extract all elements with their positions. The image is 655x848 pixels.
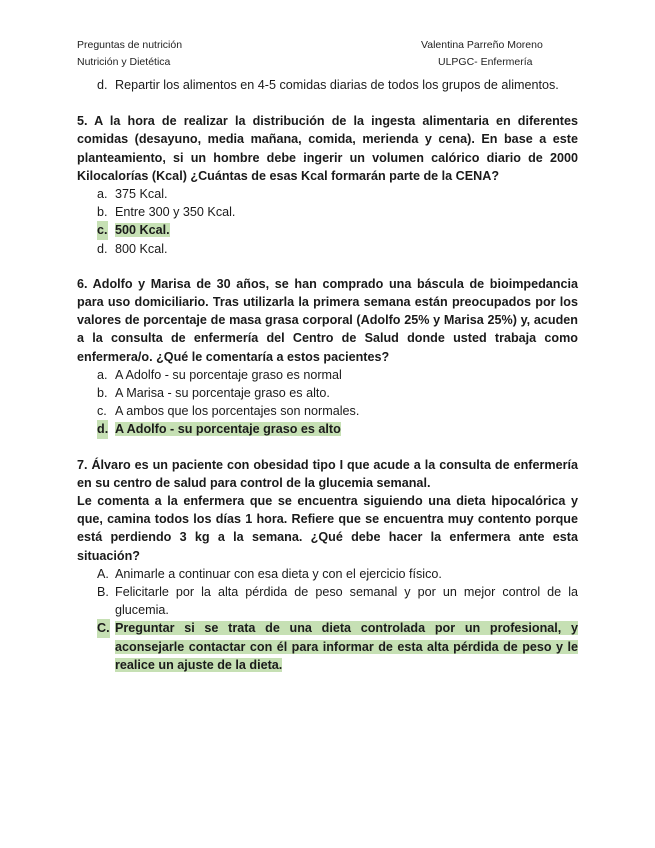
question-6: 6. Adolfo y Marisa de 30 años, se han comprado una báscula de bioimpedancia para uso domiciliario. Tras utilizarla la primera semana están preocupados por los valores de porcentaje de masa grasa corporal (Adolfo 25% y Marisa 25%) y, acuden a la consulta de enfermería del Centro de Salud donde usted trabaja como enfermera/o. ¿Qué le comentaría a estos pacientes? [77, 276, 578, 364]
option-letter: a. [97, 367, 108, 382]
option-text: 375 Kcal. [115, 187, 168, 202]
q6-option-b [77, 384, 578, 402]
header-left [77, 37, 182, 71]
option-text: 800 Kcal. [115, 241, 168, 256]
header-author: Valentina Parreño Moreno [421, 39, 543, 51]
question-7-body: Le comenta a la enfermera que se encuentra siguiendo una dieta hipocalórica y que, camina todos los días 1 hora. Refiere que se encuentra muy contento porque está perdiendo 3 kg a la semana. ¿Qué debe hacer la enfermera ante esta situación? [77, 494, 578, 563]
option-text: Preguntar si se trata de una dieta controlada por un profesional, y aconsejarle contactar con él para informar de esta alta pérdida de peso y le realice un ajuste de la dieta. [115, 621, 578, 672]
q5-option-a [77, 185, 578, 203]
q5-option-c-correct [77, 221, 578, 239]
document-body [77, 76, 578, 674]
question-5: 5. A la hora de realizar la distribución de la ingesta alimentaria en diferentes comidas (desayuno, media mañana, comida, merienda y cena). En base a este planteamiento, si un hombre debe ingerir un volumen calórico diario de 2000 Kilocalorías (Kcal) ¿Cuántas de esas Kcal formarán parte de la CENA? [77, 114, 578, 183]
option-letter: c. [97, 221, 108, 239]
option-text: A Marisa - su porcentaje graso es alto. [115, 386, 330, 401]
option-letter: b. [97, 205, 108, 220]
option-text: Entre 300 y 350 Kcal. [115, 205, 236, 220]
option-letter: c. [97, 404, 107, 419]
q6-option-c [77, 402, 578, 420]
option-letter: C. [97, 619, 110, 637]
q6-option-a [77, 366, 578, 384]
option-text: A Adolfo - su porcentaje graso es alto [115, 422, 341, 437]
option-text: Repartir los alimentos en 4-5 comidas diarias de todos los grupos de alimentos. [115, 78, 559, 92]
q7-option-c-correct [77, 619, 578, 674]
option-letter: B. [97, 585, 109, 600]
header-institution: ULPGC- Enfermería [438, 56, 533, 68]
option-text: 500 Kcal. [115, 223, 170, 238]
option-letter: a. [97, 187, 108, 202]
q6-option-d-correct [77, 420, 578, 438]
option-text: Animarle a continuar con esa dieta y con el ejercicio físico. [115, 566, 442, 581]
q4-option-d [77, 76, 578, 94]
option-letter: d. [97, 420, 108, 438]
option-letter: d. [97, 241, 108, 256]
option-text: A ambos que los porcentajes son normales. [115, 404, 360, 419]
option-letter: d. [97, 78, 108, 92]
option-text: Felicitarle por la alta pérdida de peso semanal y por un mejor control de la glucemia. [115, 585, 578, 618]
header-subject: Nutrición y Dietética [77, 56, 171, 68]
header-doc-title: Preguntas de nutrición [77, 39, 183, 51]
q5-option-b [77, 203, 578, 221]
question-7-intro: 7. Álvaro es un paciente con obesidad tipo I que acude a la consulta de enfermería en su centro de salud para control de la glucemia semanal. [77, 457, 578, 490]
q7-option-b [77, 583, 578, 619]
q7-option-a [77, 565, 578, 583]
q5-option-d [77, 240, 578, 258]
option-letter: A. [97, 566, 109, 581]
option-text: A Adolfo - su porcentaje graso es normal [115, 367, 342, 382]
option-letter: b. [97, 386, 108, 401]
header-right [421, 37, 543, 71]
